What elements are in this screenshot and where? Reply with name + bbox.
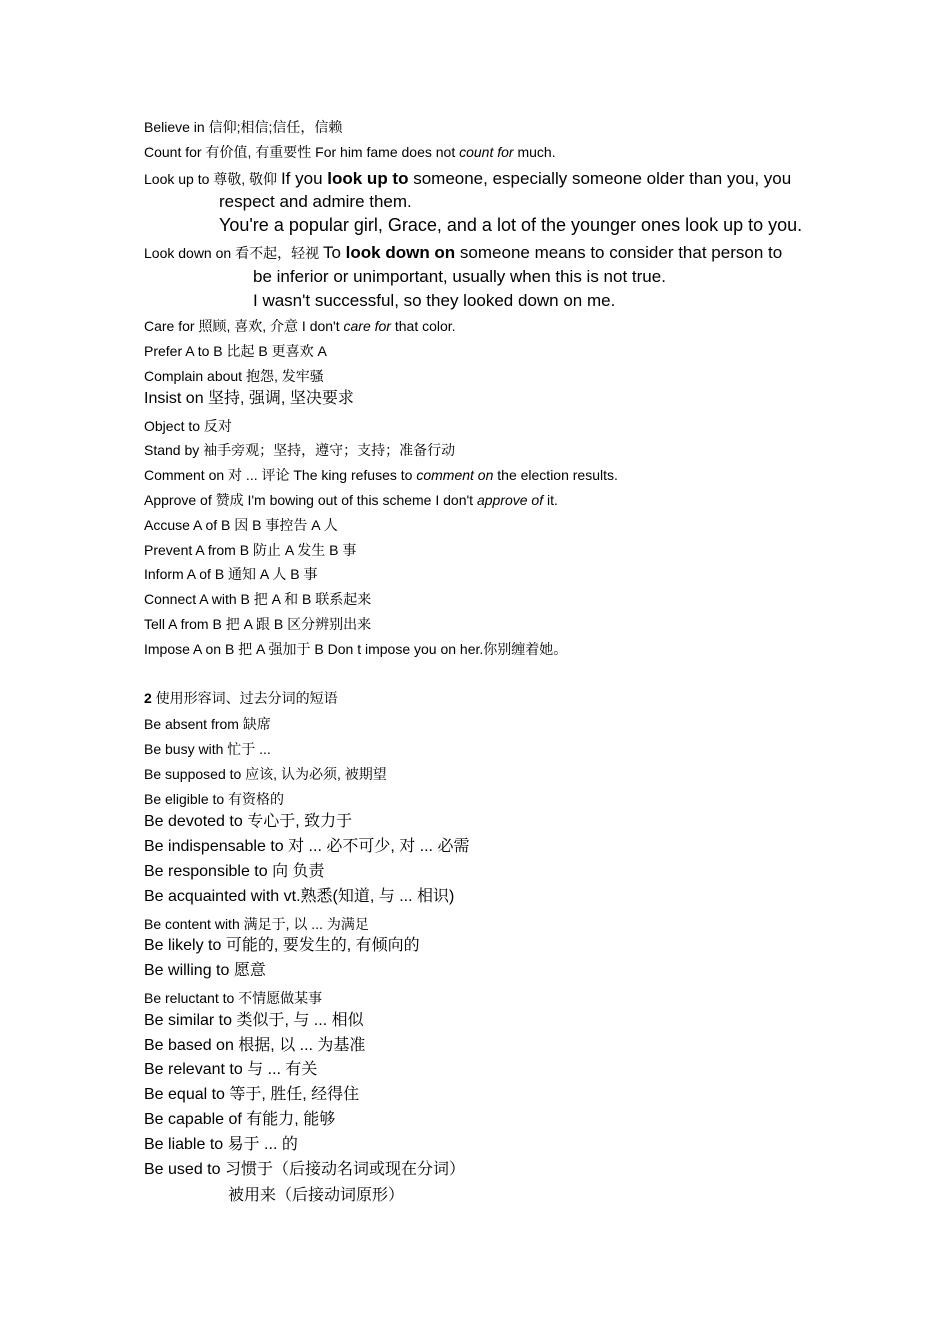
entry-impose: Impose A on B 把 A 强加于 B Don t impose you on her.你别缠着她。 <box>144 641 568 657</box>
definition-text: To <box>322 243 346 262</box>
example-sentence: You're a popular girl, Grace, and a lot of the younger ones look up to you. <box>219 215 803 235</box>
entry-text: the election results. <box>493 467 618 483</box>
entry-stand-by: Stand by 袖手旁观；坚持，遵守；支持；准备行动 <box>144 442 456 458</box>
entry-inform: Inform A of B 通知 A 人 B 事 <box>144 566 318 582</box>
entry-relevant-to: Be relevant to 与 ... 有关 <box>144 1061 318 1078</box>
entry-approve-of <box>144 493 558 507</box>
entry-supposed-to: Be supposed to 应该, 认为必须, 被期望 <box>144 766 387 782</box>
italic-phrase: approve of <box>476 492 544 508</box>
entry-indispensable-to: Be indispensable to 对 ... 必不可少, 对 ... 必需 <box>144 838 470 855</box>
entry-responsible-to: Be responsible to 向 负责 <box>144 863 325 880</box>
entry-object-to: Object to 反对 <box>144 418 232 434</box>
entry-count-for <box>144 145 556 159</box>
section-heading <box>144 691 338 705</box>
entry-acquainted-with: Be acquainted with vt.熟悉(知道, 与 ... 相识) <box>144 888 455 905</box>
entry-text: Care for 照顾, 喜欢, 介意 I don't <box>144 318 344 334</box>
bold-phrase: look down on <box>345 243 456 262</box>
entry-text: that color. <box>390 318 456 334</box>
section-title: 使用形容词、过去分词的短语 <box>151 690 338 706</box>
entry-liable-to: Be liable to 易于 ... 的 <box>144 1136 298 1153</box>
entry-comment-on <box>144 468 618 482</box>
entry-absent-from: Be absent from 缺席 <box>144 716 271 732</box>
italic-phrase: care for <box>343 318 391 334</box>
entry-care-for <box>144 319 456 333</box>
entry-head: Look down on 看不起，轻视 <box>144 245 323 261</box>
italic-phrase: count for <box>459 144 514 160</box>
definition-continuation: respect and admire them. <box>219 192 412 211</box>
entry-reluctant-to: Be reluctant to 不情愿做某事 <box>144 990 323 1006</box>
entry-capable-of: Be capable of 有能力, 能够 <box>144 1111 336 1128</box>
entry-eligible-to: Be eligible to 有资格的 <box>144 791 285 807</box>
entry-prefer: Prefer A to B 比起 B 更喜欢 A <box>144 343 327 359</box>
entry-similar-to: Be similar to 类似于, 与 ... 相似 <box>144 1012 364 1029</box>
entry-equal-to: Be equal to 等于, 胜任, 经得住 <box>144 1086 360 1103</box>
definition-text: someone means to consider that person to <box>455 243 783 262</box>
entry-text: Comment on 对 ... 评论 The king refuses to <box>144 467 417 483</box>
section-number: 2 <box>144 690 152 706</box>
example-sentence: I wasn't successful, so they looked down on me. <box>253 291 616 310</box>
entry-text: Approve of 赞成 I'm bowing out of this scheme I don't <box>144 492 477 508</box>
entry-devoted-to: Be devoted to 专心于, 致力于 <box>144 813 353 830</box>
entry-willing-to: Be willing to 愿意 <box>144 962 266 979</box>
entry-insist-on: Insist on 坚持, 强调, 坚决要求 <box>144 390 354 407</box>
entry-complain-about: Complain about 抱怨, 发牢骚 <box>144 368 324 384</box>
entry-tell-from: Tell A from B 把 A 跟 B 区分辨别出来 <box>144 616 372 632</box>
entry-believe-in: Believe in 信仰;相信;信任，信赖 <box>144 119 343 135</box>
entry-content-with: Be content with 满足于, 以 ... 为满足 <box>144 916 369 932</box>
entry-used-to-continuation: 被用来（后接动词原形） <box>228 1187 405 1204</box>
bold-phrase: look up to <box>327 169 409 188</box>
italic-phrase: comment on <box>416 467 494 483</box>
definition-text: If you <box>280 169 328 188</box>
entry-used-to: Be used to 习惯于（后接动名词或现在分词） <box>144 1161 465 1178</box>
entry-connect: Connect A with B 把 A 和 B 联系起来 <box>144 591 372 607</box>
entry-look-up-to <box>144 170 791 188</box>
entry-accuse: Accuse A of B 因 B 事控告 A 人 <box>144 517 338 533</box>
entry-prevent: Prevent A from B 防止 A 发生 B 事 <box>144 542 357 558</box>
entry-head: Look up to 尊敬, 敬仰 <box>144 171 281 187</box>
definition-continuation: be inferior or unimportant, usually when this is not true. <box>253 267 666 286</box>
entry-text: much. <box>513 144 556 160</box>
entry-text: Count for 有价值, 有重要性 For him fame does not <box>144 144 460 160</box>
entry-based-on: Be based on 根据, 以 ... 为基准 <box>144 1037 366 1054</box>
definition-text: someone, especially someone older than you, you <box>408 169 792 188</box>
entry-busy-with: Be busy with 忙于 ... <box>144 741 271 757</box>
entry-look-down-on <box>144 244 782 262</box>
entry-likely-to: Be likely to 可能的, 要发生的, 有倾向的 <box>144 937 420 954</box>
entry-text: it. <box>543 492 558 508</box>
